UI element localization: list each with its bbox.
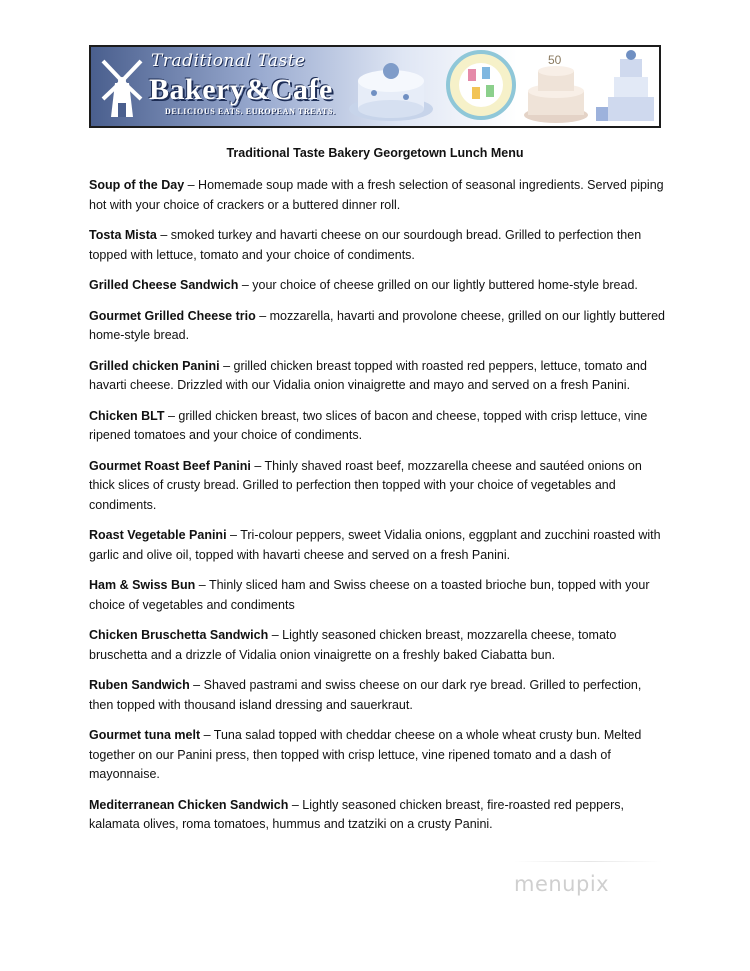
menu-item-description: – Thinly shaved roast beef, mozzarella cheese and sautéed onions on thick slices of crusty bread. Grilled to perfection then topped with your choice of vegetables and condiments. xyxy=(89,458,642,512)
menu-item xyxy=(89,457,667,516)
menu-item-name: Gourmet tuna melt xyxy=(89,728,201,742)
page-title: Traditional Taste Bakery Georgetown Lunch Menu xyxy=(226,146,524,160)
menu-item xyxy=(89,226,667,265)
menu-item-name: Roast Vegetable Panini xyxy=(89,528,227,542)
menu-item-description: – grilled chicken breast topped with roasted red peppers, lettuce, tomato and havarti cheese. Drizzled with our Vidalia onion vinaigrette and mayo and served on a fresh Panini. xyxy=(89,358,647,392)
menu-item xyxy=(89,307,667,346)
menu-item-description: – Lightly seasoned chicken breast, mozzarella cheese, tomato bruschetta and a drizzle of Vidalia onion vinaigrette on a freshly baked Ciabatta bun. xyxy=(89,628,617,662)
menu-item-description: – grilled chicken breast, two slices of bacon and cheese, topped with crisp lettuce, vine ripened tomatoes and your choice of condiments. xyxy=(89,408,648,442)
cake-photos xyxy=(346,47,661,126)
menu-item-name: Tosta Mista xyxy=(89,228,157,242)
menu-item-description: – Thinly sliced ham and Swiss cheese on a toasted brioche bun, topped with your choice of vegetables and condiments xyxy=(89,578,650,612)
menu-item-name: Chicken Bruschetta Sandwich xyxy=(89,628,269,642)
menu-item-description: – your choice of cheese grilled on our lightly buttered home-style bread. xyxy=(238,278,638,292)
menu-item-description: – Lightly seasoned chicken breast, fire-roasted red peppers, kalamata olives, roma tomatoes, hummus and tzatziki on a crusty Panini. xyxy=(89,797,624,831)
menu-item xyxy=(89,726,667,785)
menu-item xyxy=(89,626,667,665)
menu-item xyxy=(89,676,667,715)
menu-item-name: Grilled Cheese Sandwich xyxy=(89,278,239,292)
menu-item-name: Gourmet Grilled Cheese trio xyxy=(89,308,256,323)
logo-subtitle: DELICIOUS EATS. EUROPEAN TREATS. xyxy=(165,107,336,116)
menu-item-name: Ham & Swiss Bun xyxy=(89,578,196,592)
menu-item-name: Mediterranean Chicken Sandwich xyxy=(89,797,289,812)
menu-item xyxy=(89,176,667,215)
header-banner xyxy=(89,45,661,128)
svg-text:50: 50 xyxy=(548,53,562,67)
menu-item-name: Ruben Sandwich xyxy=(89,678,190,692)
menu-item xyxy=(89,526,667,565)
watermark-divider xyxy=(514,861,662,862)
watermark: menupix xyxy=(514,872,610,896)
menu-item-name: Grilled chicken Panini xyxy=(89,358,220,373)
menu-item-name: Chicken BLT xyxy=(89,408,165,423)
menu-item-name: Soup of the Day xyxy=(89,178,185,192)
cake-image-4 xyxy=(596,50,654,121)
cake-image-1 xyxy=(349,63,433,121)
menu-item-description: – Shaved pastrami and swiss cheese on our dark rye bread. Grilled to perfection, then topped with thousand island dressing and sauerkraut. xyxy=(89,678,642,712)
menu-item-description: – smoked turkey and havarti cheese on our sourdough bread. Grilled to perfection then topped with lettuce, tomato and your choice of condiments. xyxy=(89,228,642,262)
logo-tagline: Traditional Taste xyxy=(151,51,306,71)
cake-image-2 xyxy=(448,52,514,118)
windmill-icon xyxy=(97,53,147,119)
menu-item-name: Gourmet Roast Beef Panini xyxy=(89,458,251,473)
menu-item-description: – mozzarella, havarti and provolone cheese, grilled on our lightly buttered home-style bread. xyxy=(89,308,665,342)
menu-item xyxy=(89,407,667,446)
cake-image-3 xyxy=(524,53,588,123)
menu-item-description: – Homemade soup made with a fresh selection of seasonal ingredients. Served piping hot with your choice of crackers or a buttered dinner roll. xyxy=(89,178,664,212)
menu-item-description: – Tuna salad topped with cheddar cheese on a whole wheat crusty bun. Melted together on our Panini press, then topped with crisp lettuce, vine ripened tomato and a dash of mayonnaise. xyxy=(89,728,642,781)
menu-item xyxy=(89,276,667,296)
menu-item-description: – Tri-colour peppers, sweet Vidalia onions, eggplant and zucchini roasted with garlic and olive oil, topped with havarti cheese and served on a fresh Panini. xyxy=(89,528,661,562)
logo-name: Bakery&Cafe xyxy=(149,73,333,106)
menu-item xyxy=(89,576,667,615)
menu-list xyxy=(89,176,667,846)
menu-item xyxy=(89,357,667,396)
menu-item xyxy=(89,796,667,835)
